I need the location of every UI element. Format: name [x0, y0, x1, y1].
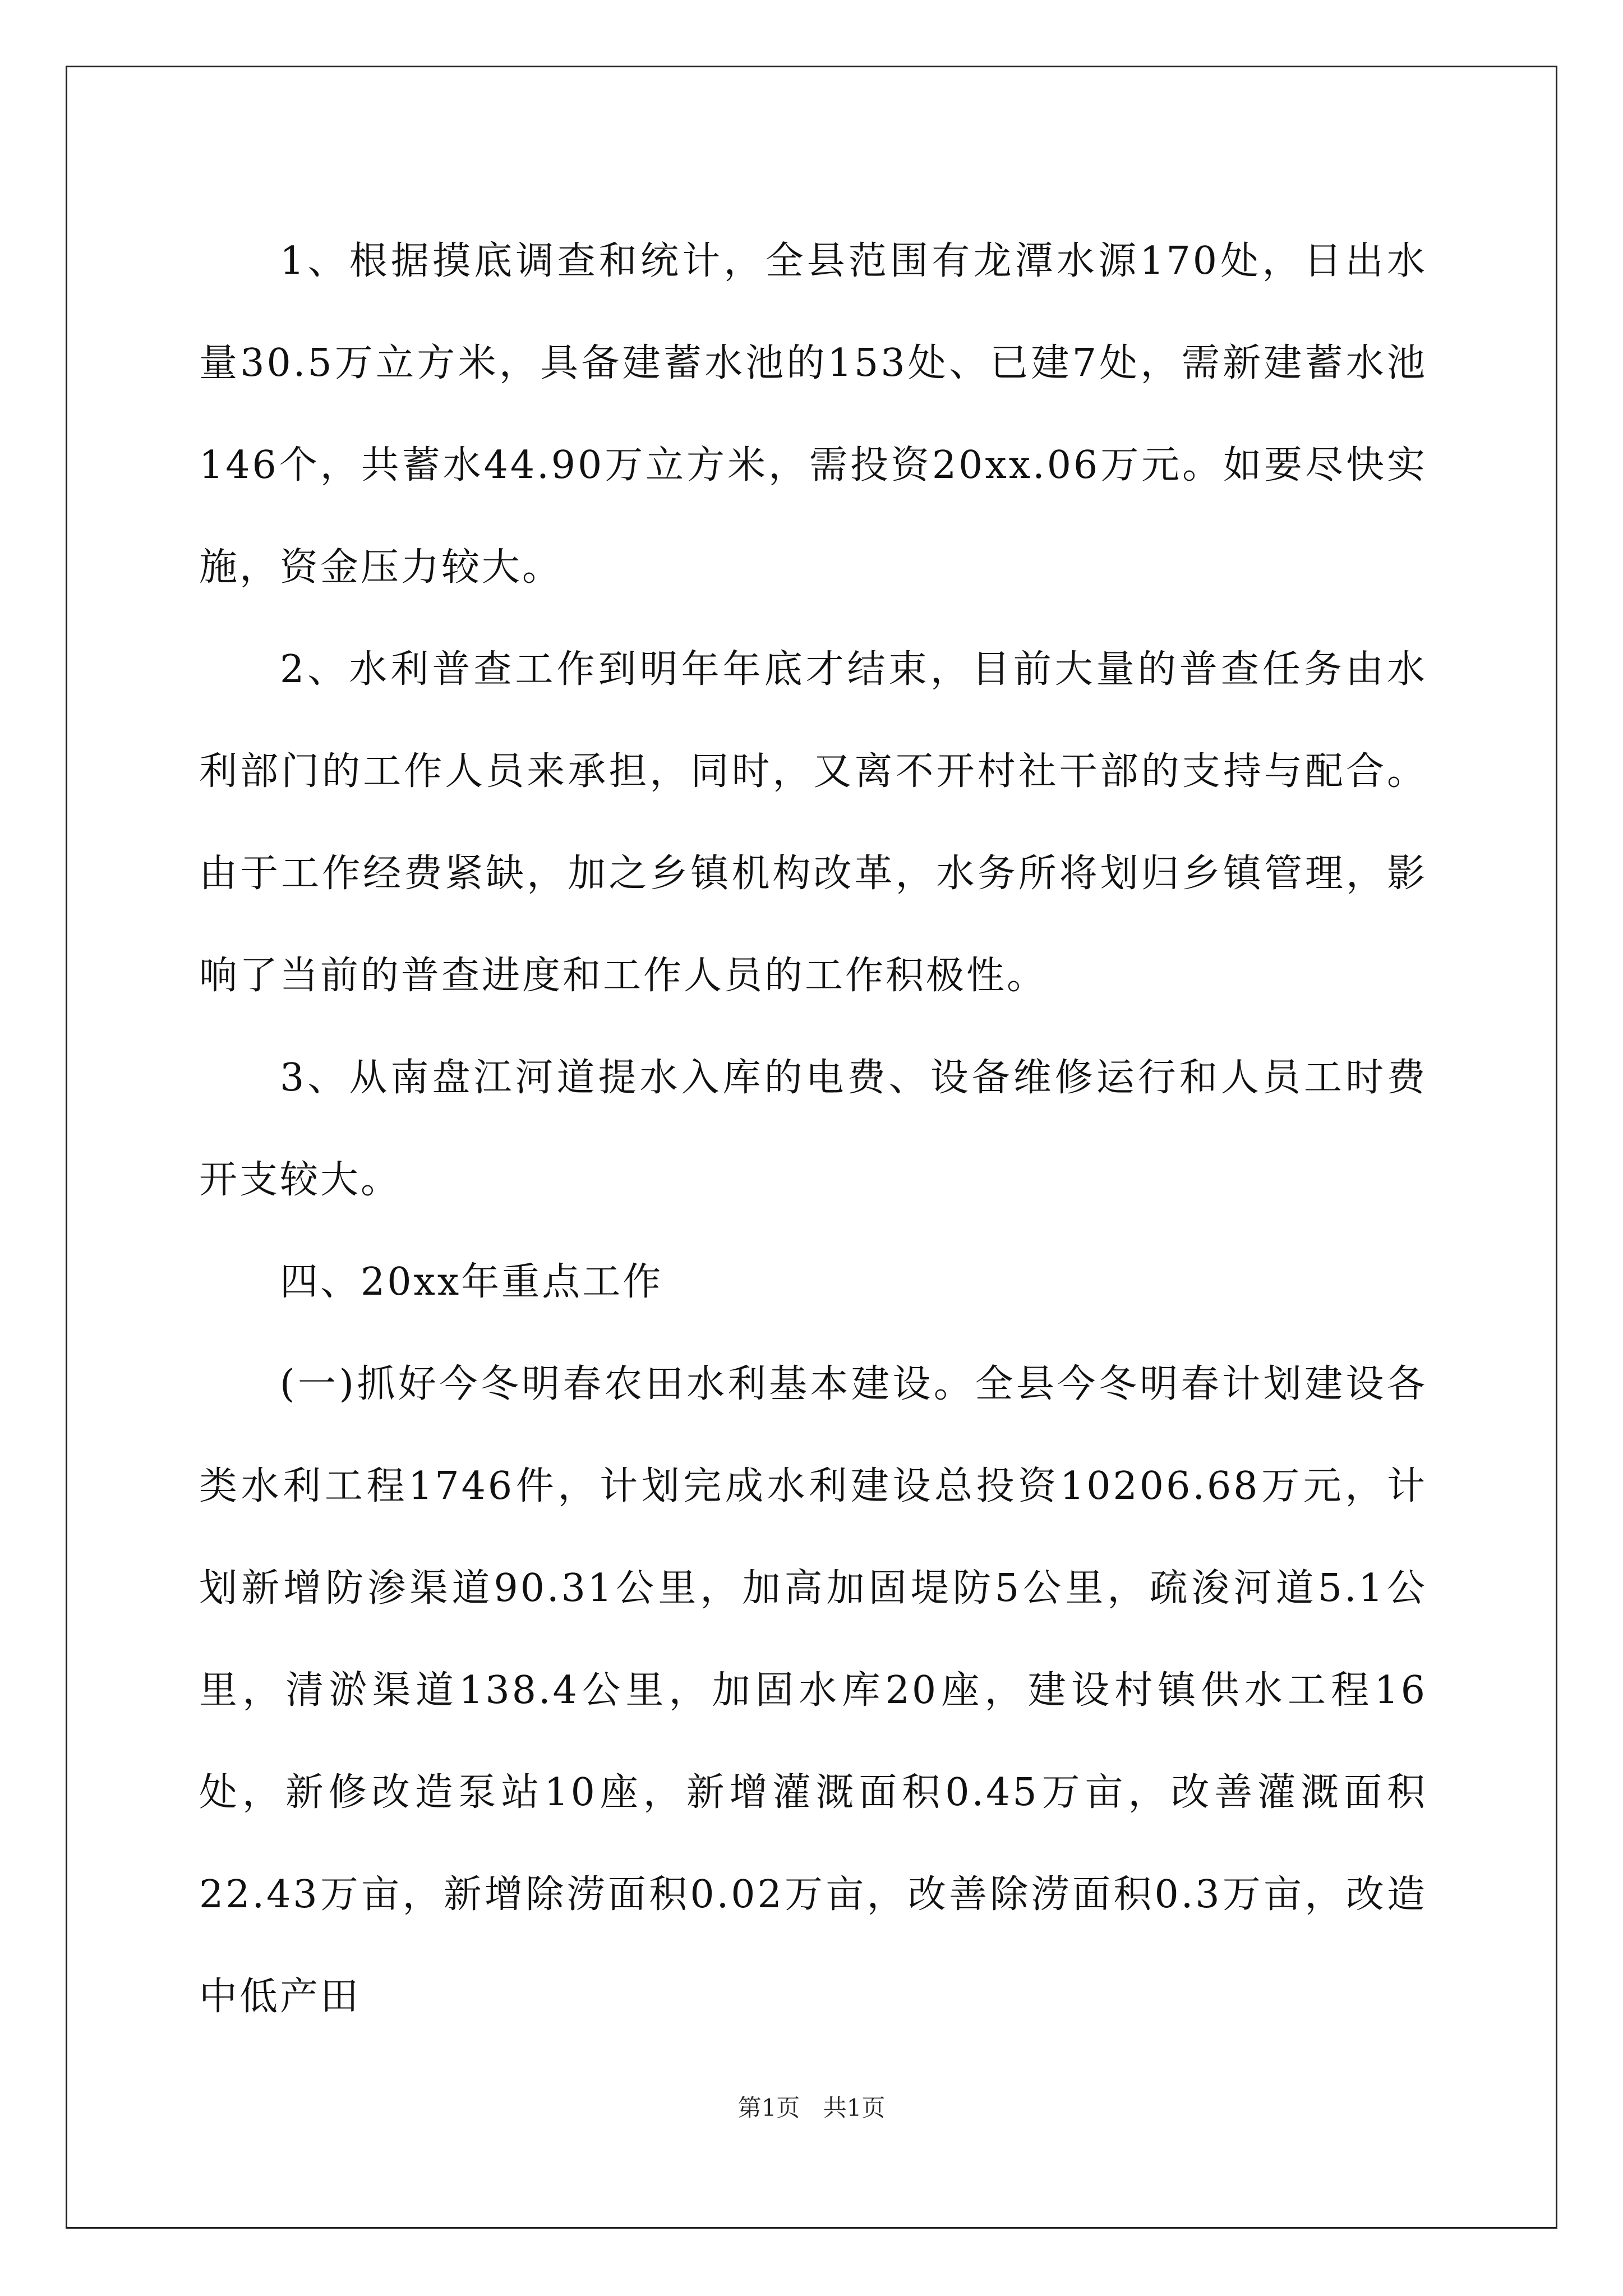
- page-footer: [0, 2090, 1623, 2123]
- paragraph-3: 3、从南盘江河道提水入库的电费、设备维修运行和人员工时费开支较大。: [199, 1056, 1427, 1202]
- paragraph-2: 2、水利普查工作到明年年底才结束，目前大量的普查任务由水利部门的工作人员来承担，同时，又离不开村社干部的支持与配合。由于工作经费紧缺，加之乡镇机构改革，水务所将划归乡镇管理，影响了当前的普查进度和工作人员的工作积极性。: [199, 647, 1427, 998]
- paragraph-4: (一)抓好今冬明春农田水利基本建设。全县今冬明春计划建设各类水利工程1746件，计划完成水利建设总投资10206.68万元，计划新增防渗渠道90.31公里，加高加固堤防5公里，疏浚河道5.1公里，清淤渠道138.4公里，加固水库20座，建设村镇供水工程16处，新修改造泵站10座，新增灌溉面积0.45万亩，改善灌溉面积22.43万亩，新增除涝面积0.02万亩，改善除涝面积0.3万亩，改造中低产田: [199, 1362, 1427, 2019]
- paragraph-1: 1、根据摸底调查和统计，全县范围有龙潭水源170处，日出水量30.5万立方米，具备建蓄水池的153处、已建7处，需新建蓄水池146个，共蓄水44.90万立方米，需投资20xx.06万元。如要尽快实施，资金压力较大。: [199, 239, 1427, 590]
- document-body: [199, 210, 1427, 2048]
- page-total: 共1页: [823, 2094, 886, 2122]
- section-heading: 四、20xx年重点工作: [280, 1260, 663, 1304]
- page-number: 第1页: [737, 2094, 800, 2122]
